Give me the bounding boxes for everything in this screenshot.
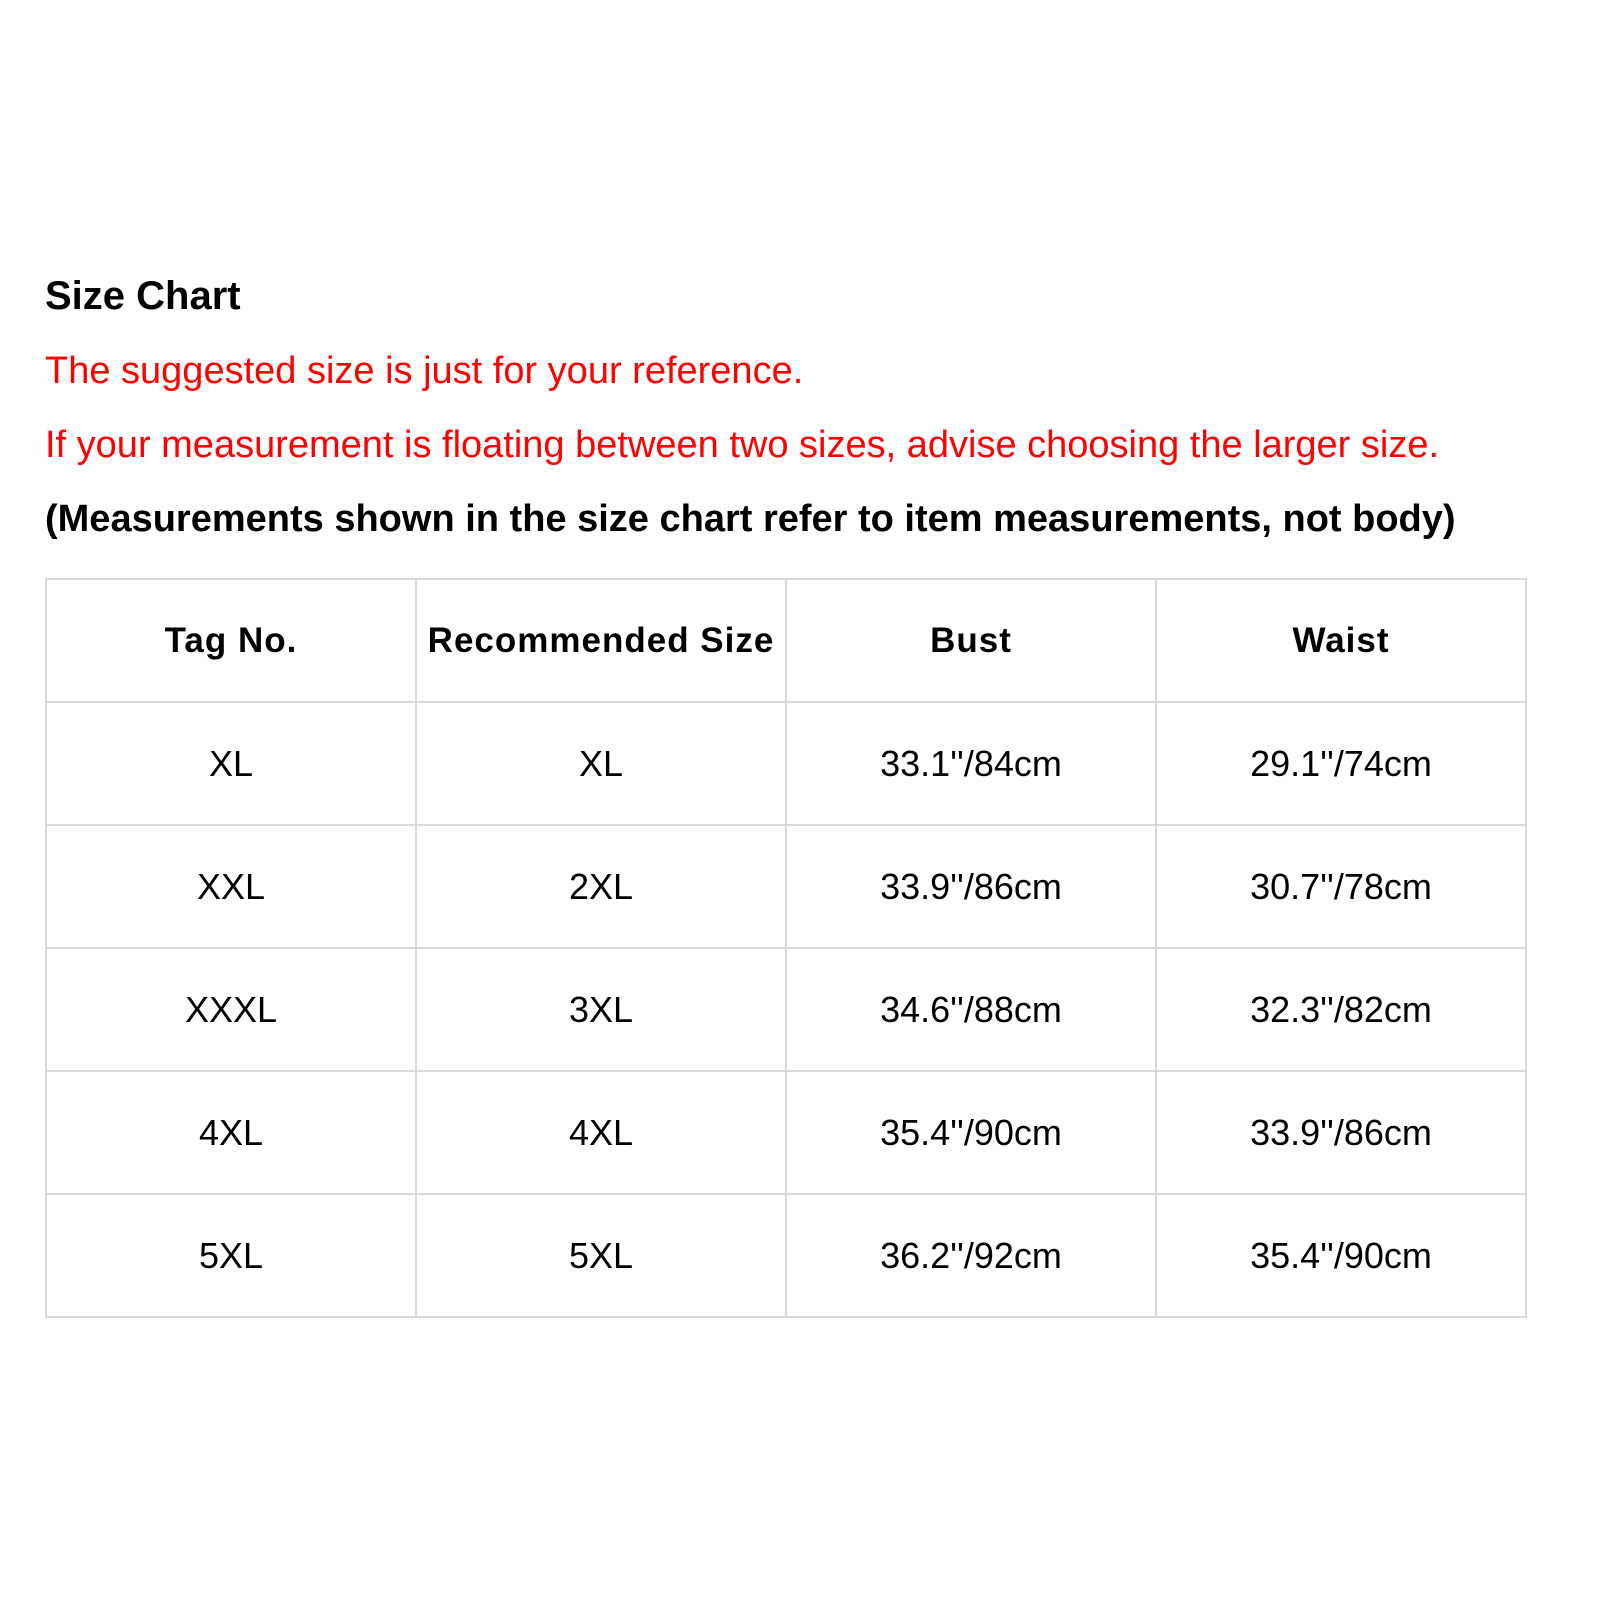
waist-cell: 35.4''/90cm	[1156, 1194, 1526, 1317]
tag-no-cell: XL	[46, 702, 416, 825]
column-header-waist: Waist	[1156, 579, 1526, 702]
bust-cell: 35.4''/90cm	[786, 1071, 1156, 1194]
size-advice-note: If your measurement is floating between two sizes, advise choosing the larger size.	[45, 424, 1440, 466]
table-row	[46, 948, 1526, 1071]
recommended-size-cell: 4XL	[416, 1071, 786, 1194]
recommended-size-cell: 3XL	[416, 948, 786, 1071]
bust-cell: 33.1''/84cm	[786, 702, 1156, 825]
measurement-disclaimer: (Measurements shown in the size chart refer to item measurements, not body)	[45, 498, 1456, 540]
recommended-size-cell: 2XL	[416, 825, 786, 948]
table-row	[46, 825, 1526, 948]
table-header-row	[46, 579, 1526, 702]
waist-cell: 33.9''/86cm	[1156, 1071, 1526, 1194]
tag-no-cell: XXL	[46, 825, 416, 948]
tag-no-cell: 5XL	[46, 1194, 416, 1317]
size-chart-table	[45, 578, 1527, 1318]
column-header-recommended-size: Recommended Size	[416, 579, 786, 702]
page-title: Size Chart	[45, 274, 241, 318]
waist-cell: 30.7''/78cm	[1156, 825, 1526, 948]
table-row	[46, 1071, 1526, 1194]
bust-cell: 36.2''/92cm	[786, 1194, 1156, 1317]
bust-cell: 33.9''/86cm	[786, 825, 1156, 948]
waist-cell: 29.1''/74cm	[1156, 702, 1526, 825]
recommended-size-cell: XL	[416, 702, 786, 825]
tag-no-cell: XXXL	[46, 948, 416, 1071]
waist-cell: 32.3''/82cm	[1156, 948, 1526, 1071]
column-header-bust: Bust	[786, 579, 1156, 702]
table-row	[46, 1194, 1526, 1317]
reference-note: The suggested size is just for your reference.	[45, 350, 804, 392]
bust-cell: 34.6''/88cm	[786, 948, 1156, 1071]
table-row	[46, 702, 1526, 825]
column-header-tag-no: Tag No.	[46, 579, 416, 702]
tag-no-cell: 4XL	[46, 1071, 416, 1194]
recommended-size-cell: 5XL	[416, 1194, 786, 1317]
